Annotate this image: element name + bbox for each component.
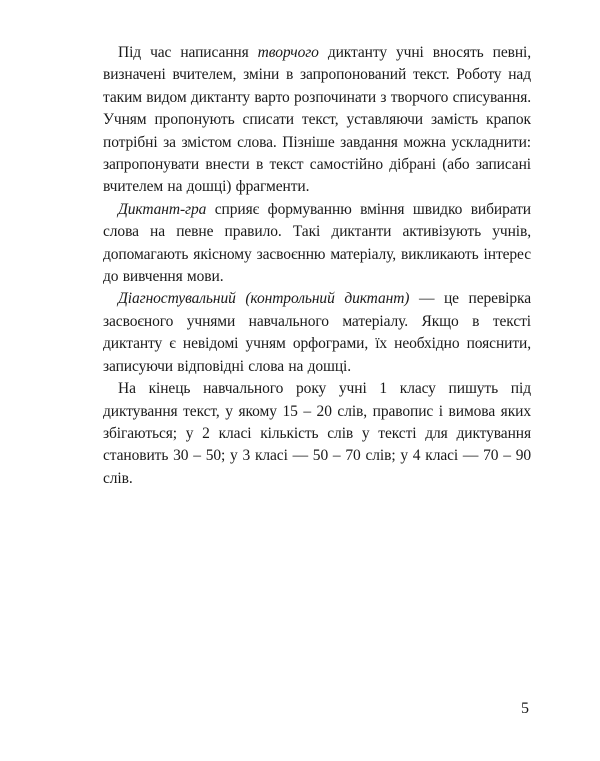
italic-term: творчого	[257, 44, 319, 61]
page-number: 5	[521, 700, 529, 717]
paragraph-text: На кінець навчального року учні 1 класу пишуть під диктування текст, у якому 15 – 20 слів, правопис і вимова яких збігаються; у 2 класі кількість слів у тексті для диктування становить 30 – 50; у 3 класі — 50 – 70 слів; у 4 класі — 70 – 90 слів.	[103, 380, 531, 487]
paragraph-creative-dictation	[103, 42, 531, 199]
paragraph-lead: Під час написання	[118, 44, 258, 61]
paragraph-word-counts	[103, 378, 531, 490]
body-text	[103, 42, 531, 490]
paragraph-diagnostic-dictation	[103, 288, 531, 378]
paragraph-text: сприяє формуванню вміння швидко вибирати слова на певне правило. Такі диктанти активізують учнів, допомагають якісному засвоєнню матеріалу, викликають інтерес до вивчення мови.	[103, 200, 531, 286]
paragraph-text: диктанту учні вносять певні, визначені вчителем, зміни в запропонований текст. Роботу над таким видом диктанту варто розпочинати з творчого списування. Учням пропонують списати текст, уставляючи замість крапок потрібні за змістом слова. Пізніше завдання можна ускладнити: запропонувати внести в текст самостійно дібрані (або записані вчителем на дошці) фрагменти.	[103, 44, 531, 196]
italic-term: Діагностувальний (контрольний диктант)	[118, 290, 410, 308]
italic-term: Диктант-гра	[118, 200, 207, 218]
paragraph-text: — це перевірка засвоєного учнями навчального матеріалу. Якщо в тексті диктанту є невідомі учням орфограми, їх необхідно пояснити, записуючи відповідні слова на дошці.	[103, 290, 531, 375]
paragraph-dictation-game	[103, 199, 531, 289]
